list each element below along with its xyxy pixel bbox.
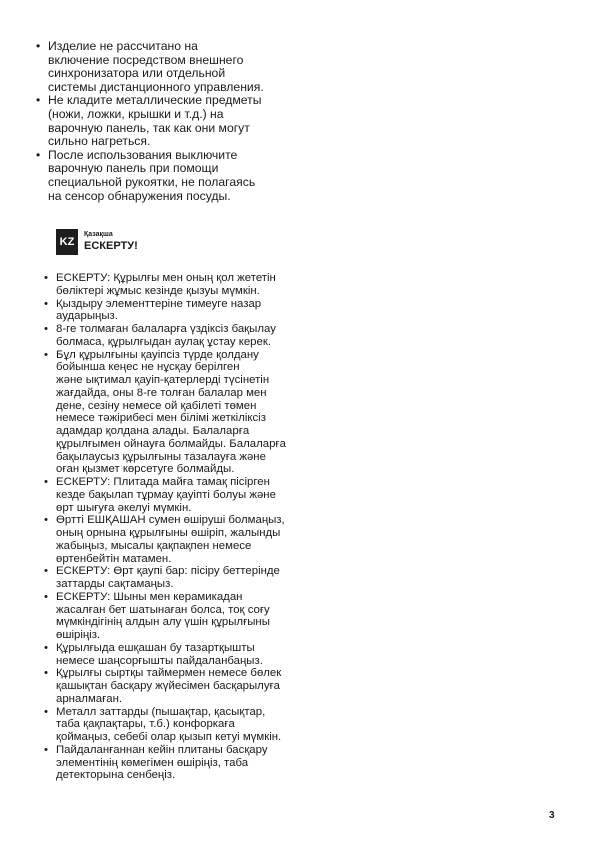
bullet: • — [44, 348, 48, 361]
list-item-text: ЕСКЕРТУ: Плитада майға тамақ пісірген кезде бақылап тұрмау қауіпті болуы және өрт шығуға әкелуі мүмкін. — [56, 476, 276, 514]
warning-title: ЕСКЕРТУ! — [84, 240, 138, 252]
list-item — [44, 744, 334, 782]
bullet: • — [44, 743, 48, 756]
bullet: • — [44, 514, 48, 527]
list-item-text: ЕСКЕРТУ: Құрылғы мен оның қол жететін бөліктері жұмыс кезінде қызуы мүмкін. — [56, 272, 276, 297]
list-item — [44, 349, 334, 477]
bullet: • — [44, 297, 48, 310]
list-item-text: Құрылғыда ешқашан бу тазартқышты немесе шаңсорғышты пайдаланбаңыз. — [56, 641, 263, 667]
list-item-text: ЕСКЕРТУ: Өрт қаупі бар: пісіру беттерінде заттарды сақтамаңыз. — [56, 565, 280, 590]
kazakh-titles — [84, 229, 138, 253]
bullet: • — [36, 39, 41, 53]
list-item-text: Пайдаланғаннан кейін плитаны басқару элементінің көмегімен өшіріңіз, таба детекторына сенбеңіз. — [56, 743, 268, 782]
kazakh-safety-list — [44, 272, 334, 782]
list-item-text: Изделие не рассчитано на включение посредством внешнего синхронизатора или отдельной системы дистанционного управления. — [48, 39, 264, 94]
list-item-text: ЕСКЕРТУ: Шыны мен керамикадан жасалған бет шатынаған болса, тоқ соғу мүмкіндігінің алдын алу үшін құрылғыны өшіріңіз. — [56, 590, 270, 641]
list-item-text: После использования выключите варочную панель при помощи специальной рукоятки, не полагаясь на сенсор обнаружения посуды. — [48, 147, 256, 203]
list-item-text: Қыздыру элементтеріне тимеуге назар аударыңыз. — [56, 297, 262, 323]
list-item — [44, 272, 334, 298]
list-item — [44, 476, 334, 514]
list-item — [44, 298, 334, 324]
list-item-text: 8-ге толмаған балаларға үздіксіз бақылау болмаса, құрылғыдан аулақ ұстау керек. — [56, 323, 276, 348]
list-item-text: Бұл құрылғыны қауіпсіз түрде қолдану бойынша кеңес не нұсқау берілген және ықтимал қауіп-қатерлерді түсінетін жағдайда, оны 8-ге толған балалар мен дене, сезіну немесе ой қабілеті төмен немесе тәжірибесі мен білімі жеткіліксіз адамдар қолдана алады. Балаларға құрылғымен ойнауға болмайды. Балаларға бақылаусыз құрылғыны тазалауға және оған қызмет көрсетуге болмайды. — [56, 348, 286, 476]
list-item — [44, 642, 334, 668]
bullet: • — [44, 590, 48, 603]
bullet: • — [44, 641, 48, 654]
russian-safety-list — [36, 40, 336, 203]
list-item — [44, 565, 334, 591]
list-item-text: Не кладите металлические предметы (ножи, ложки, крышки и т.д.) на варочную панель, так как они могут сильно нагреться. — [48, 93, 262, 149]
list-item — [36, 149, 336, 203]
list-item — [36, 94, 336, 148]
bullet: • — [44, 705, 48, 718]
language-badge: KZ — [56, 229, 78, 255]
bullet: • — [44, 476, 48, 488]
kazakh-section-header — [56, 229, 138, 255]
list-item — [36, 40, 336, 94]
list-item — [44, 323, 334, 349]
bullet: • — [36, 147, 41, 162]
list-item-text: Құрылғы сыртқы таймермен немесе бөлек қашықтан басқару жүйесімен басқарылуға арналмаған. — [56, 667, 282, 705]
language-label: Қазақша — [84, 231, 113, 238]
list-item-text: Металл заттарды (пышақтар, қасықтар, таба қақпақтары, т.б.) конфоркаға қоймаңыз, себебі олар қызып кетуі мүмкін. — [56, 705, 282, 743]
list-item — [44, 591, 334, 642]
bullet: • — [44, 667, 48, 680]
bullet: • — [44, 323, 48, 335]
bullet: • — [44, 565, 48, 578]
bullet: • — [44, 272, 48, 284]
list-item-text: Өртті ЕШҚАШАН сумен өшіруші болмаңыз, оның орнына құрылғыны өшіріп, жалынды жабыңыз, мысалы қақпақпен немесе өртенбейтін матамен. — [56, 514, 285, 565]
page-number: 3 — [549, 810, 555, 821]
bullet: • — [36, 93, 41, 108]
list-item — [44, 514, 334, 565]
list-item — [44, 706, 334, 744]
list-item — [44, 667, 334, 705]
